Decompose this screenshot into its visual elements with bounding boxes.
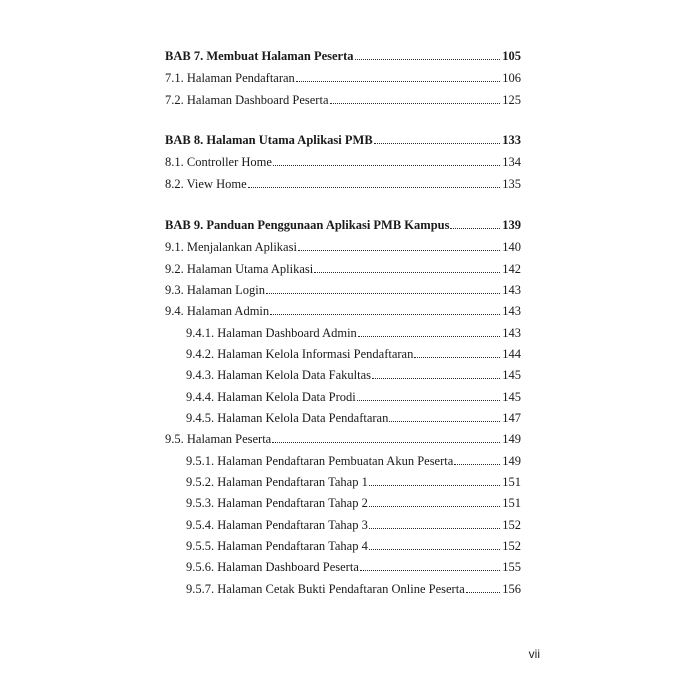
toc-title: 8.2. View Home xyxy=(165,177,247,191)
page-folio: vii xyxy=(528,647,540,661)
toc-entry-7-2 xyxy=(165,89,521,107)
toc-page-number: 134 xyxy=(502,155,521,169)
toc-entry-9-5-6 xyxy=(186,556,521,574)
toc-entry-9-5-5 xyxy=(186,535,521,553)
toc-page-number: 143 xyxy=(502,283,521,297)
toc-page-number: 152 xyxy=(502,539,521,553)
toc-entry-9-3 xyxy=(165,279,521,297)
toc-entry-9-5-3 xyxy=(186,492,521,510)
dot-leader xyxy=(330,102,501,104)
toc-title: 9.4.1. Halaman Dashboard Admin xyxy=(186,326,357,340)
toc-title: 9.5.1. Halaman Pendaftaran Pembuatan Akun Peserta xyxy=(186,454,454,468)
toc-page-number: 147 xyxy=(502,411,521,425)
toc-page-number: 156 xyxy=(502,582,521,596)
toc-entry-9-5-1 xyxy=(186,450,521,468)
toc-title: 9.5.3. Halaman Pendaftaran Tahap 2 xyxy=(186,496,368,510)
toc-entry-9-2 xyxy=(165,258,521,276)
toc-title: 9.4.5. Halaman Kelola Data Pendaftaran xyxy=(186,411,389,425)
toc-title: 9.5.4. Halaman Pendaftaran Tahap 3 xyxy=(186,518,368,532)
dot-leader xyxy=(389,420,500,422)
dot-leader xyxy=(360,569,500,571)
dot-leader xyxy=(314,271,500,273)
toc-title: 9.4. Halaman Admin xyxy=(165,304,270,318)
toc-page-number: 135 xyxy=(502,177,521,191)
toc-page-number: 142 xyxy=(502,262,521,276)
toc-entry-9-4-5 xyxy=(186,407,521,425)
dot-leader xyxy=(272,441,500,443)
toc-page-number: 140 xyxy=(502,240,521,254)
toc-title: BAB 7. Membuat Halaman Peserta xyxy=(165,49,354,63)
dot-leader xyxy=(414,356,500,358)
toc-entry-9-5 xyxy=(165,428,521,446)
toc-title: 9.3. Halaman Login xyxy=(165,283,265,297)
toc-title: BAB 8. Halaman Utama Aplikasi PMB xyxy=(165,133,373,147)
toc-entry-bab-8 xyxy=(165,129,521,147)
dot-leader xyxy=(266,292,500,294)
toc-page-number: 145 xyxy=(502,368,521,382)
toc-page-number: 152 xyxy=(502,518,521,532)
toc-page-number: 143 xyxy=(502,304,521,318)
toc-page-number: 151 xyxy=(502,496,521,510)
toc-page-number: 149 xyxy=(502,432,521,446)
toc-page-number: 155 xyxy=(502,560,521,574)
toc-page-number: 145 xyxy=(502,390,521,404)
dot-leader xyxy=(454,463,500,465)
toc-title: 9.5.7. Halaman Cetak Bukti Pendaftaran Online Peserta xyxy=(186,582,465,596)
toc-title: 9.5.6. Halaman Dashboard Peserta xyxy=(186,560,359,574)
toc-title: BAB 9. Panduan Penggunaan Aplikasi PMB Kampus xyxy=(165,218,450,232)
toc-entry-9-4-4 xyxy=(186,386,521,404)
toc-entry-9-5-4 xyxy=(186,514,521,532)
toc-page-number: 151 xyxy=(502,475,521,489)
toc-title: 7.2. Halaman Dashboard Peserta xyxy=(165,93,329,107)
toc-title: 9.5.5. Halaman Pendaftaran Tahap 4 xyxy=(186,539,368,553)
toc-entry-9-4 xyxy=(165,300,521,318)
dot-leader xyxy=(466,591,501,593)
toc-entry-7-1 xyxy=(165,67,521,85)
dot-leader xyxy=(357,399,501,401)
toc-title: 9.4.3. Halaman Kelola Data Fakultas xyxy=(186,368,372,382)
dot-leader xyxy=(369,527,500,529)
dot-leader xyxy=(369,505,500,507)
toc-entry-9-1 xyxy=(165,236,521,254)
toc-entry-8-2 xyxy=(165,173,521,191)
toc-entry-bab-7 xyxy=(165,45,521,63)
toc-page-number: 125 xyxy=(502,93,521,107)
toc-page-number: 133 xyxy=(502,133,521,147)
toc-entry-bab-9 xyxy=(165,214,521,232)
toc-title: 8.1. Controller Home xyxy=(165,155,272,169)
toc-title: 9.2. Halaman Utama Aplikasi xyxy=(165,262,314,276)
dot-leader xyxy=(369,548,500,550)
toc-title: 9.1. Menjalankan Aplikasi xyxy=(165,240,297,254)
toc-title: 9.4.4. Halaman Kelola Data Prodi xyxy=(186,390,356,404)
toc-page-number: 143 xyxy=(502,326,521,340)
toc-page-number: 106 xyxy=(502,71,521,85)
dot-leader xyxy=(273,164,500,166)
toc-page-number: 144 xyxy=(502,347,521,361)
toc-entry-9-4-2 xyxy=(186,343,521,361)
toc-entry-9-4-1 xyxy=(186,322,521,340)
dot-leader xyxy=(355,58,501,60)
dot-leader xyxy=(358,335,500,337)
dot-leader xyxy=(369,484,500,486)
toc-page-number: 149 xyxy=(502,454,521,468)
toc-entry-9-5-7 xyxy=(186,578,521,596)
toc-entry-9-4-3 xyxy=(186,364,521,382)
toc-title: 9.5. Halaman Peserta xyxy=(165,432,272,446)
dot-leader xyxy=(374,142,501,144)
toc-entry-9-5-2 xyxy=(186,471,521,489)
toc-page-number: 105 xyxy=(502,49,521,63)
dot-leader xyxy=(372,377,500,379)
dot-leader xyxy=(248,186,501,188)
dot-leader xyxy=(270,313,500,315)
toc-title: 9.4.2. Halaman Kelola Informasi Pendaftaran xyxy=(186,347,414,361)
dot-leader xyxy=(450,227,500,229)
toc-entry-8-1 xyxy=(165,151,521,169)
dot-leader xyxy=(298,249,500,251)
dot-leader xyxy=(296,80,500,82)
toc-title: 7.1. Halaman Pendaftaran xyxy=(165,71,295,85)
toc-page-number: 139 xyxy=(502,218,521,232)
toc-title: 9.5.2. Halaman Pendaftaran Tahap 1 xyxy=(186,475,368,489)
